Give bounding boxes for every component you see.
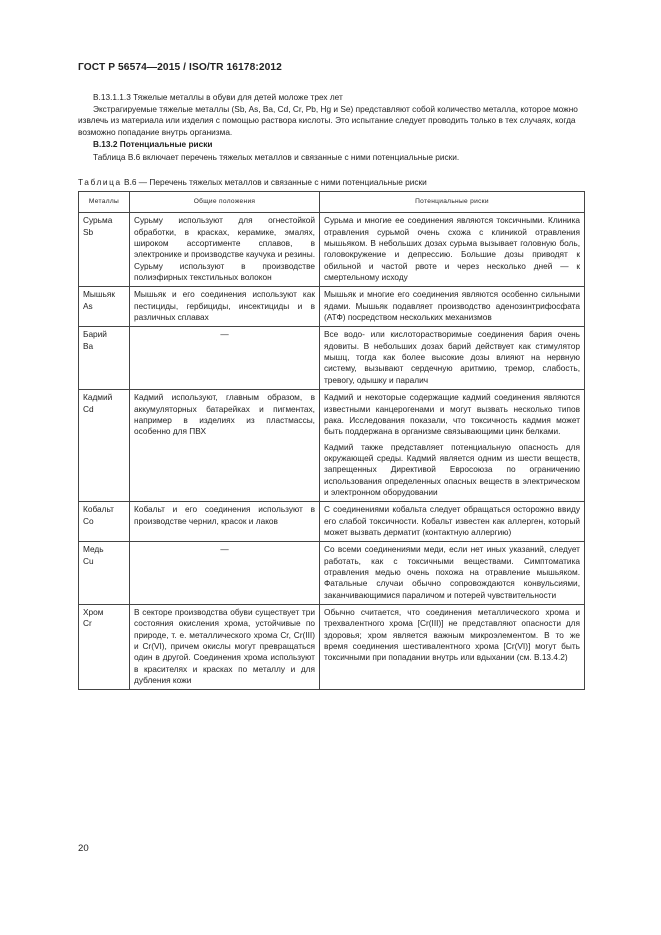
metal-symbol: Ba [83,340,94,351]
header-general: Общие положения [130,192,320,213]
table-caption-prefix: Таблица [78,177,122,187]
metal-name: Медь [83,544,104,555]
section-heading-b13113: B.13.1.1.3 Тяжелые металлы в обуви для детей моложе трех лет [93,92,343,102]
risk-text: Все водо- или кислоторастворимые соединения бария очень ядовиты. В небольших дозах барий действует как стимулятор мышц, тогда как более высокие дозы влияют на нервную систему, вызывают сердечную аритмию, тремор, слабость, тревогу, одышку и паралич [324,329,580,385]
risk-text: Сурьма и многие ее соединения являются токсичными. Клиника отравления сурьмой очень схожа с клиникой отравления мышьяком. В небольших дозах сурьма вызывает головную боль, головокружение и депрессию. Большие дозы приводят к обильной и частой рвоте и через несколько дней — к смертельному исходу [324,215,580,283]
risks-cell [320,213,585,287]
metal-cell [79,542,130,605]
table-row [79,542,585,605]
risks-cell [320,287,585,327]
general-cell: — [130,542,320,605]
general-cell: Кобальт и его соединения используют в производстве чернил, красок и лаков [130,502,320,542]
risk-text: Обычно считается, что соединения металлического хрома и трехвалентного хрома [Cr(III)] не представляют опасности для здоровья; хром является важным микроэлементом. В то же время соединения шестивалентного хрома [Cr(VI)] могут быть токсичными при попадании внутрь или вдыхании (см. B.13.4.2) [324,607,580,663]
intro-paragraph: Экстрагируемые тяжелые металлы (Sb, As, Ba, Cd, Cr, Pb, Hg и Se) представляют собой количество металла, которое можно извлечь из материала или изделия с помощью раствора кислоты. Это испытание следует проводить только в тех случаях, когда возможно попадание внутрь организма. [78,104,578,137]
table-row [79,287,585,327]
risks-cell [320,502,585,542]
metal-cell [79,287,130,327]
header-risks: Потенциальные риски [320,192,585,213]
table-row [79,213,585,287]
table-caption [78,177,427,187]
metal-name: Сурьма [83,215,113,226]
risks-cell [320,390,585,502]
metal-cell [79,327,130,390]
general-cell: Сурьму используют для огнестойкой обработки, в красках, керамике, эмалях, широком ассортименте сплавов, в электронике и производстве каучука и резины. Сурьму используют в производстве полиэфирных текстильных волокон [130,213,320,287]
table-header-row [79,192,585,213]
general-cell: Мышьяк и его соединения используют как пестициды, гербициды, инсектициды и в различных сплавах [130,287,320,327]
risk-text: Кадмий также представляет потенциальную опасность для окружающей среды. Кадмий является одним из шести веществ, запрещенных Директивой Евросоюза по ограничению использования определенных опасных веществ в электрическом и электронном оборудовании [324,441,580,497]
risk-text: Кадмий и некоторые содержащие кадмий соединения являются известными канцерогенами и могут вызвать несколько типов рака. Исследования показали, что токсичность кадмия может быть поддержана в организме связывающими цинк белками. [324,392,580,437]
section-heading-b132: B.13.2 Потенциальные риски [93,139,213,149]
metal-name: Кадмий [83,392,113,403]
heavy-metals-table [78,191,585,690]
metal-cell [79,390,130,502]
metal-symbol: Cu [83,555,94,566]
table-caption-text: B.6 — Перечень тяжелых металлов и связанные с ними потенциальные риски [124,177,427,187]
header-metals: Металлы [79,192,130,213]
metal-name: Кобальт [83,504,114,515]
general-cell: — [130,327,320,390]
metal-cell [79,213,130,287]
metal-cell [79,502,130,542]
table-row [79,390,585,502]
metal-cell [79,605,130,690]
general-cell: Кадмий используют, главным образом, в аккумуляторных батарейках и пигментах, например в изделиях из пластмассы, особенно для ПВХ [130,390,320,502]
metal-name: Барий [83,329,107,340]
document-header: ГОСТ Р 56574—2015 / ISO/TR 16178:2012 [78,62,282,73]
general-cell: В секторе производства обуви существует три состояния окисления хрома, устойчивые по природе, т. е. металлического хрома Cr, Cr(III) и Cr(VI), причем окислы могут превращаться один в другой. Соединения хрома используют в красителях и красках по металлу и для дубления кожи [130,605,320,690]
table-row [79,605,585,690]
metal-symbol: As [83,300,93,311]
risk-text: Мышьяк и многие его соединения являются особенно сильными ядами. Мышьяк подавляет производство аденозинтрифосфата (АТФ) посредством нескольких механизмов [324,289,580,323]
metal-name: Мышьяк [83,289,115,300]
risk-text: Со всеми соединениями меди, если нет иных указаний, следует работать, как с токсичными веществами. Симптоматика отравления медью очень похожа на отравление мышьяком. Фатальные случаи обычно сопровождаются конвульсиями, заканчивающимися параличом и потерей чувствительности [324,544,580,600]
risk-text: С соединениями кобальта следует обращаться осторожно ввиду его слабой токсичности. Кобальт известен как аллерген, который может вызвать дерматит (контактную аллергию) [324,504,580,537]
metal-symbol: Co [83,515,94,526]
metal-symbol: Cd [83,403,94,414]
metal-symbol: Cr [83,618,92,629]
page-number: 20 [78,843,89,854]
metal-symbol: Sb [83,226,94,237]
risks-cell [320,605,585,690]
table-row [79,327,585,390]
metal-name: Хром [83,607,104,617]
risks-cell [320,542,585,605]
risks-cell [320,327,585,390]
table-reference-paragraph: Таблица B.6 включает перечень тяжелых металлов и связанные с ними потенциальные риски. [93,152,460,162]
table-row [79,502,585,542]
